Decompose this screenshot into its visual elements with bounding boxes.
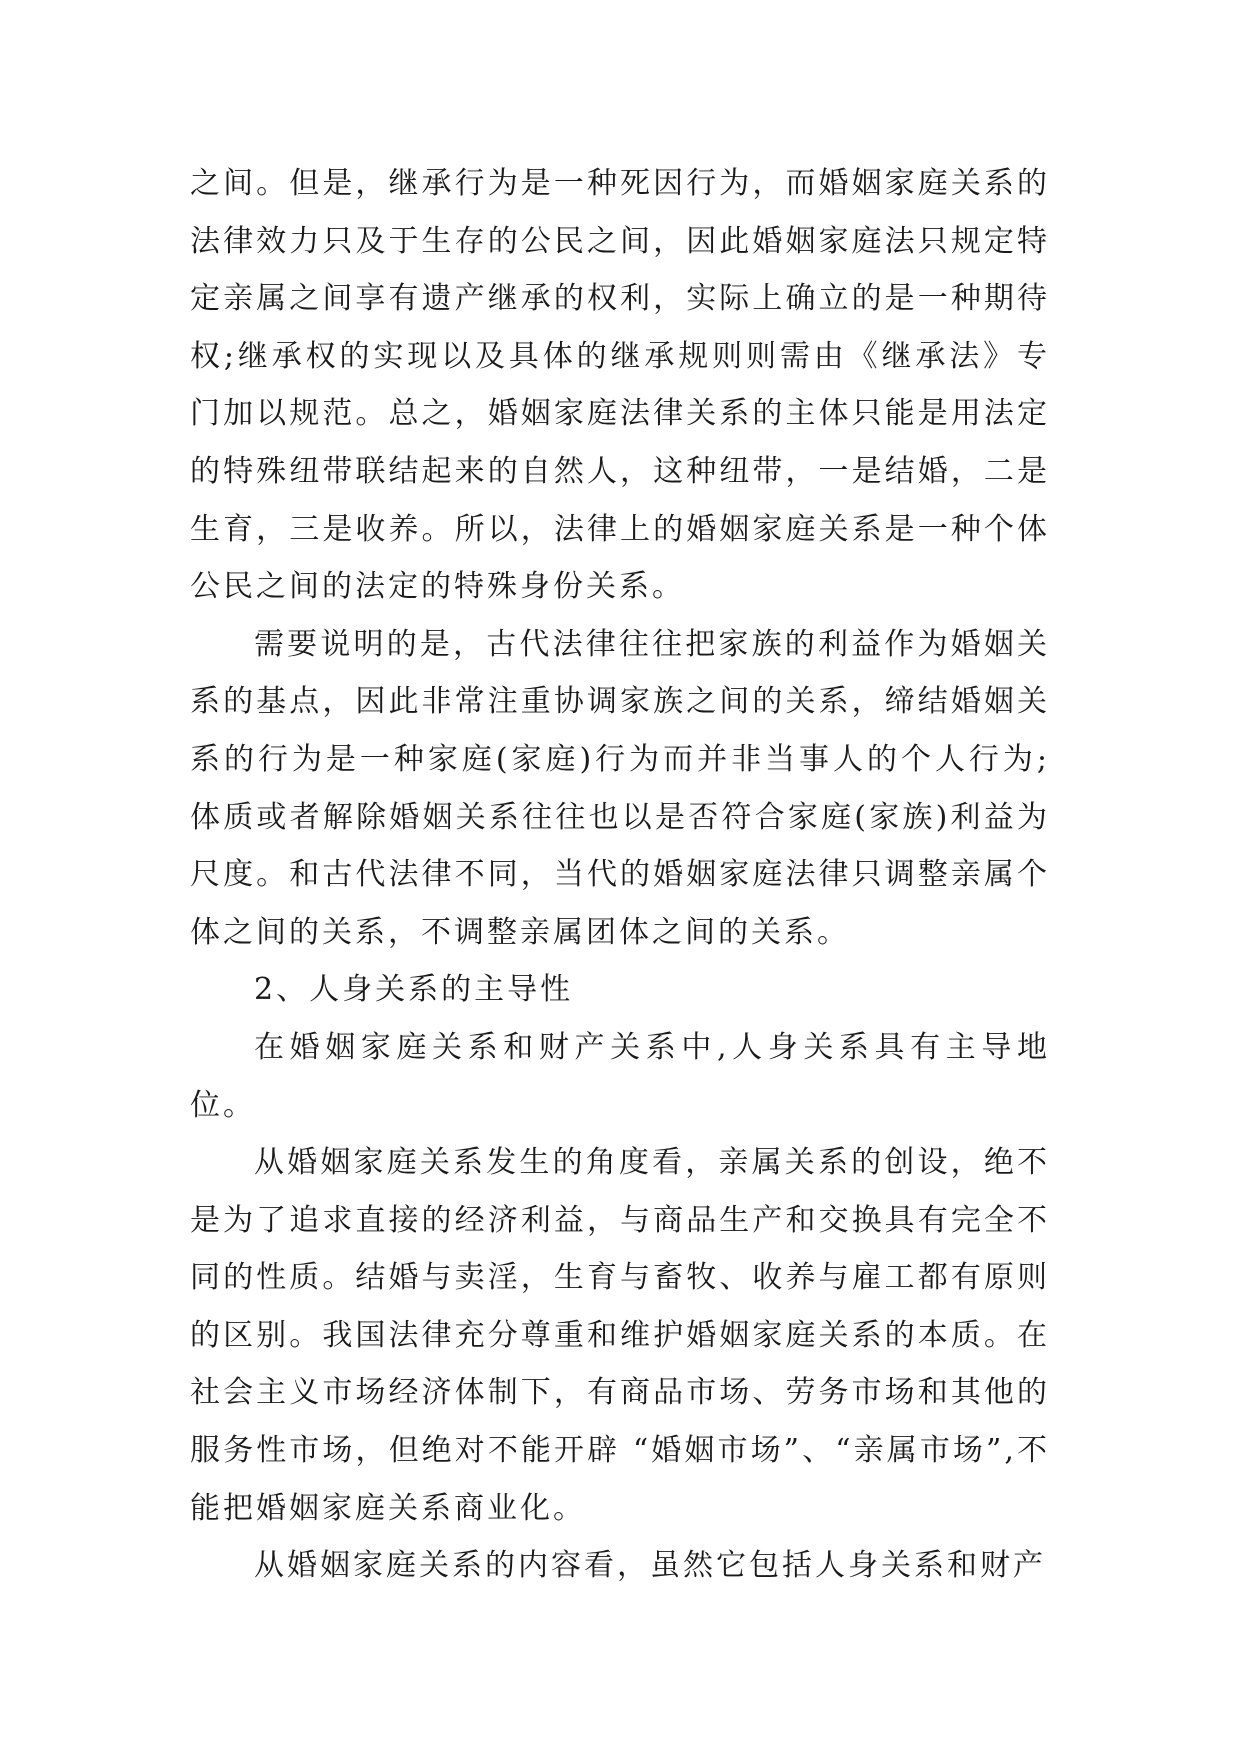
paragraph-1: 之间。但是，继承行为是一种死因行为，而婚姻家庭关系的法律效力只及于生存的公民之间，因此婚姻家庭法只规定特定亲属之间享有遗产继承的权利，实际上确立的是一种期待权;继承权的实现以及具体的继承规则则需由《继承法》专门加以规范。总之，婚姻家庭法律关系的主体只能是用法定的特殊纽带联结起来的自然人，这种纽带，一是结婚，二是生育，三是收养。所以，法律上的婚姻家庭关系是一种个体公民之间的法定的特殊身份关系。 [190, 166, 1050, 605]
document-page [190, 155, 1050, 1595]
paragraph-2: 需要说明的是，古代法律往往把家族的利益作为婚姻关系的基点，因此非常注重协调家族之间的关系，缔结婚姻关系的行为是一种家庭(家庭)行为而并非当事人的个人行为;体质或者解除婚姻关系往往也以是否符合家庭(家族)利益为尺度。和古代法律不同，当代的婚姻家庭法律只调整亲属个体之间的关系，不调整亲属团体之间的关系。 [190, 626, 1050, 950]
paragraph-5: 从婚姻家庭关系的内容看，虽然它包括人身关系和财产 [254, 1548, 1046, 1584]
paragraph-4: 从婚姻家庭关系发生的角度看，亲属关系的创设，绝不是为了追求直接的经济利益，与商品生产和交换具有完全不同的性质。结婚与卖淫，生育与畜牧、收养与雇工都有原则的区别。我国法律充分尊重和维护婚姻家庭关系的本质。在社会主义市场经济体制下，有商品市场、劳务市场和其他的服务性市场，但绝对不能开辟 “婚姻市场”、“亲属市场”,不能把婚姻家庭关系商业化。 [190, 1145, 1050, 1526]
paragraph-3: 在婚姻家庭关系和财产关系中,人身关系具有主导地位。 [190, 1029, 1050, 1123]
section-heading: 2、人身关系的主导性 [254, 972, 574, 1008]
